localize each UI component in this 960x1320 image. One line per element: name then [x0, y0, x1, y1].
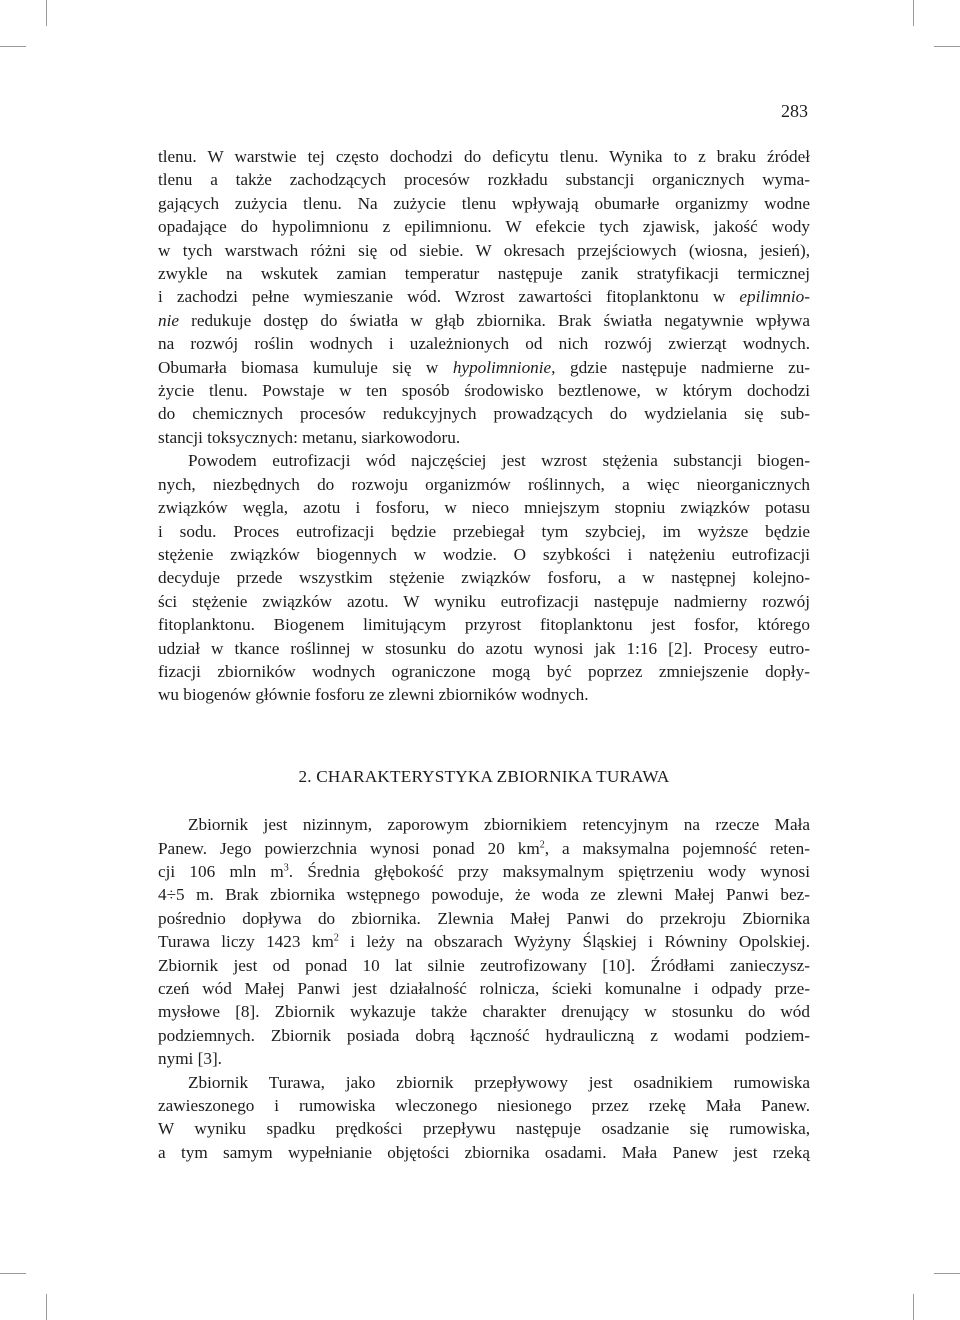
crop-mark	[913, 1294, 914, 1320]
text-line: tlenu a także zachodzących procesów rozkładu substancji organicznych wyma-	[158, 170, 810, 190]
text-line: 4÷5 m. Brak zbiornika wstępnego powoduje, że woda ze zlewni Małej Panwi bez-	[158, 885, 810, 905]
text-line: fizacji zbiorników wodnych ograniczone mogą być poprzez zmniejszenie dopły-	[158, 661, 810, 681]
text-line: życie tlenu. Powstaje w ten sposób środowisko beztlenowe, w którym dochodzi	[158, 381, 810, 401]
paragraph	[158, 1071, 810, 1165]
paragraph	[158, 145, 810, 449]
section-heading: 2. CHARAKTERYSTYKA ZBIORNIKA TURAWA	[298, 766, 670, 786]
text-line: i sodu. Proces eutrofizacji będzie przebiegał tym szybciej, im wyższe będzie	[158, 521, 810, 541]
crop-mark	[0, 46, 26, 47]
page-number: 283	[781, 101, 808, 121]
text-line	[158, 860, 810, 883]
text-line: stężenie związków biogennych w wodzie. O szybkości i natężeniu eutrofizacji	[158, 544, 810, 564]
text-line: Zbiornik jest od ponad 10 lat silnie zeutrofizowany [10]. Źródłami zanieczysz-	[158, 955, 810, 975]
crop-mark	[46, 1294, 47, 1320]
text-line: związków węgla, azotu i fosforu, w nieco mniejszym stopniu związków potasu	[158, 498, 810, 518]
text-line	[158, 309, 810, 332]
text-line: a tym samym wypełnianie objętości zbiornika osadami. Mała Panew jest rzeką	[158, 1142, 810, 1162]
text-line: decyduje przede wszystkim stężenie związków fosforu, a w następnej kolejno-	[158, 568, 810, 588]
text-run: i zachodzi pełne wymieszanie wód. Wzrost zawartości fitoplanktonu w	[158, 287, 726, 307]
text-run: Turawa liczy 1423 km	[158, 932, 334, 952]
superscript: 3	[283, 862, 289, 874]
text-line: mysłowe [8]. Zbiornik wykazuje także charakter drenujący w stosunku do wód	[158, 1002, 810, 1022]
text-line: podziemnych. Zbiornik posiada dobrą łączność hydrauliczną z wodami podziem-	[158, 1025, 810, 1045]
text-line: Zbiornik Turawa, jako zbiornik przepływowy jest osadnikiem rumowiska	[188, 1072, 810, 1092]
text-run: Obumarła biomasa kumuluje się w	[158, 357, 439, 377]
text-line: zawieszonego i rumowiska wleczonego niesionego przez rzekę Mała Panew.	[158, 1096, 810, 1116]
text-line: czeń wód Małej Panwi jest działalność rolnicza, ścieki komunalne i odpady prze-	[158, 979, 810, 998]
crop-mark	[46, 0, 47, 26]
text-line	[158, 837, 810, 860]
crop-mark	[0, 1273, 26, 1274]
text-run: i leży na obszarach Wyżyny Śląskiej i Równiny Opolskiej.	[338, 932, 810, 952]
crop-mark	[934, 46, 960, 47]
paragraph	[158, 449, 810, 706]
crop-mark	[913, 0, 914, 26]
text-line: na rozwój roślin wodnych i uzależnionych od nich rozwój zwierząt wodnych.	[158, 334, 810, 354]
text-line: udział w tkance roślinnej w stosunku do azotu wynosi jak 1:16 [2]. Procesy eutro-	[158, 638, 810, 658]
paragraph	[158, 813, 810, 1070]
crop-mark	[934, 1273, 960, 1274]
text-run: Panew. Jego powierzchnia wynosi ponad 20 km	[158, 838, 540, 858]
text-line: tlenu. W warstwie tej często dochodzi do deficytu tlenu. Wynika to z braku źródeł	[158, 147, 810, 166]
text-line: zwykle na wskutek zamian temperatur następuje zanik stratyfikacji termicznej	[158, 264, 810, 284]
text-run: gdzie następuje nadmierne zu-	[569, 357, 811, 377]
text-line: fitoplanktonu. Biogenem limitującym przyrost fitoplanktonu jest fosfor, którego	[158, 615, 810, 635]
text-run: , a maksymalna pojemność reten-	[544, 838, 810, 858]
italic-term: hypolimnionie,	[452, 357, 556, 377]
text-line: do chemicznych procesów redukcyjnych prowadzących do wydzielania się sub-	[158, 404, 810, 424]
italic-term: nie	[158, 310, 179, 330]
text-line: opadające do hypolimnionu z epilimnionu. W efekcie tych zjawisk, jakość wody	[158, 217, 810, 237]
text-line: Powodem eutrofizacji wód najczęściej jest wzrost stężenia substancji biogen-	[188, 451, 810, 471]
body-text	[158, 145, 810, 1164]
text-line: nymi [3].	[158, 1049, 222, 1069]
text-line: nych, niezbędnych do rozwoju organizmów roślinnych, a więc nieorganicznych	[158, 474, 810, 494]
text-line: w tych warstwach różni się od siebie. W okresach przejściowych (wiosna, jesień),	[158, 240, 810, 260]
italic-term: epilimnio-	[739, 287, 810, 307]
text-line: wu biogenów głównie fosforu ze zlewni zbiorników wodnych.	[158, 685, 589, 705]
text-line	[158, 930, 810, 953]
text-line: stancji toksycznych: metanu, siarkowodoru.	[158, 427, 461, 447]
text-line	[158, 356, 810, 379]
text-run: cji 106 mln m	[158, 861, 284, 881]
text-line: pośrednio dopływa do zbiornika. Zlewnia Małej Panwi do przekroju Zbiornika	[158, 908, 810, 928]
text-line	[158, 285, 810, 308]
text-line: ści stężenie związków azotu. W wyniku eutrofizacji następuje nadmierny rozwój	[158, 591, 810, 611]
text-line: gających zużycia tlenu. Na zużycie tlenu wpływają obumarłe organizmy wodne	[158, 193, 810, 213]
text-line: Zbiornik jest nizinnym, zaporowym zbiornikiem retencyjnym na rzecze Mała	[188, 815, 810, 835]
superscript: 2	[333, 932, 339, 944]
text-line: W wyniku spadku prędkości przepływu następuje osadzanie się rumowiska,	[158, 1119, 810, 1139]
superscript: 2	[539, 838, 545, 850]
text-run: . Średnia głębokość przy maksymalnym spiętrzeniu wody wynosi	[288, 861, 810, 881]
text-run: redukuje dostęp do światła w głąb zbiornika. Brak światła negatywnie wpływa	[191, 310, 810, 330]
